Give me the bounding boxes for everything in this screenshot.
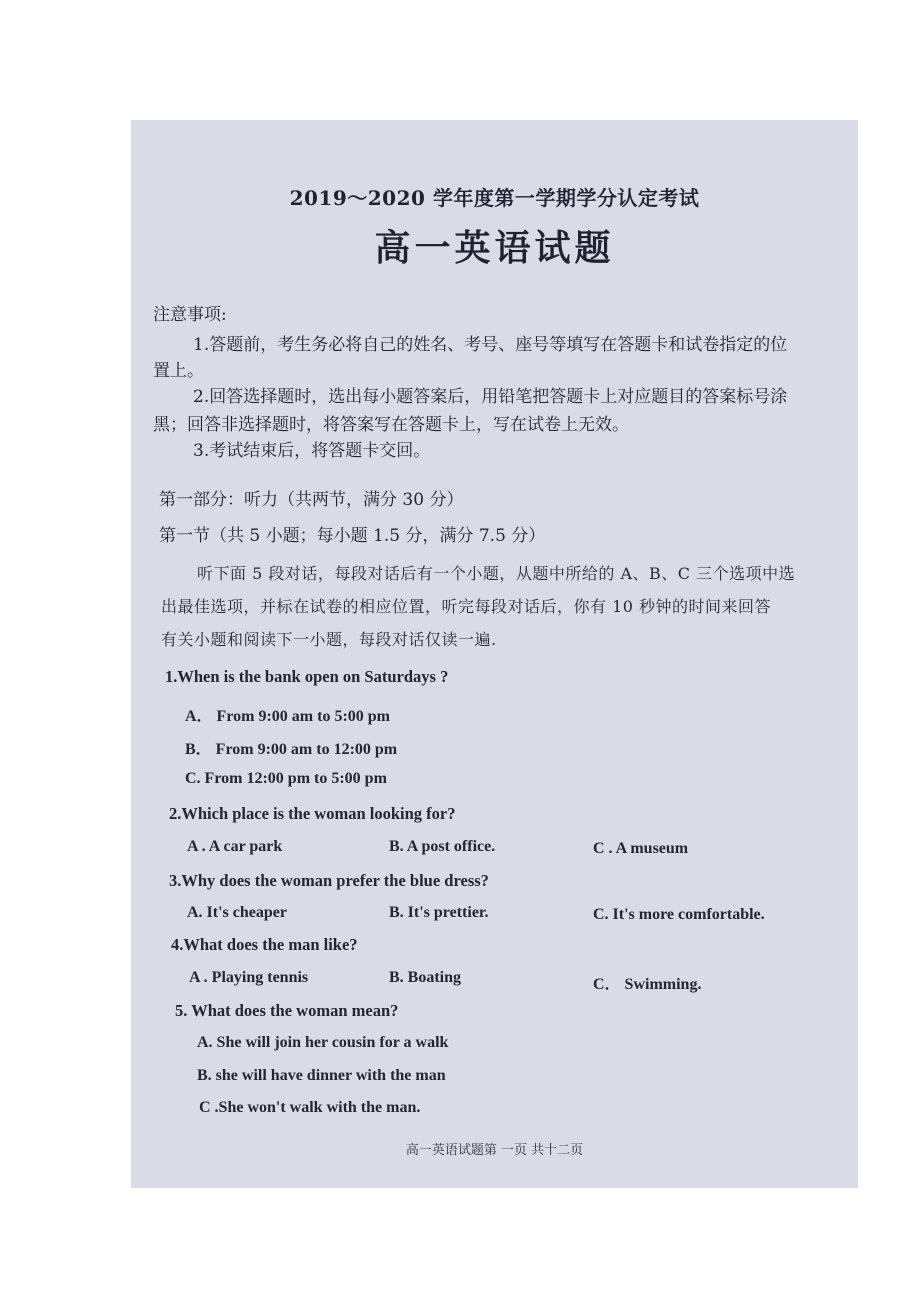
exam-header: 2019～2020 学年度第一学期学分认定考试 [289,186,700,210]
notice-heading: 注意事项: [153,305,227,325]
question-2-option-b: B. A post office. [389,838,496,855]
question-3-option-c: C. It's more comfortable. [593,906,765,923]
notice-item-2-line-2: 黑；回答非选择题时，将答案写在答题卡上，写在试卷上无效。 [153,415,629,435]
question-3-stem: 3.Why does the woman prefer the blue dress? [169,871,489,890]
question-5-option-a: A. She will join her cousin for a walk [197,1034,449,1051]
listening-instructions-line-1: 听下面 5 段对话，每段对话后有一个小题，从题中所给的 A、B、C 三个选项中选 [197,564,796,583]
notice-item-1-line-2: 置上。 [153,361,204,381]
question-4-stem: 4.What does the man like? [171,935,358,954]
listening-instructions-line-3: 有关小题和阅读下一小题，每段对话仅读一遍. [161,630,497,649]
question-1-option-a: A． From 9:00 am to 5:00 pm [185,708,391,725]
question-1-option-b: B． From 9:00 am to 12:00 pm [185,741,398,758]
question-3-option-a: A. It's cheaper [187,904,287,921]
notice-item-1-line-1: 1.答题前，考生务必将自己的姓名、考号、座号等填写在答题卡和试卷指定的位 [193,335,788,355]
notice-item-3: 3.考试结束后，将答题卡交回。 [193,441,431,461]
question-4-option-c: C． Swimming. [593,976,702,993]
question-3-option-b: B. It's prettier. [389,904,489,921]
question-2-stem: 2.Which place is the woman looking for? [169,804,456,823]
question-1-option-c: C. From 12:00 pm to 5:00 pm [185,770,387,787]
question-4-option-b: B. Boating [389,969,462,986]
exam-paper [131,120,858,1188]
notice-item-2-line-1: 2.回答选择题时，选出每小题答案后，用铅笔把答题卡上对应题目的答案标号涂 [193,387,788,407]
listening-instructions-line-2: 出最佳选项，并标在试卷的相应位置，听完每段对话后，你有 10 秒钟的时间来回答 [161,597,772,616]
question-4-option-a: A . Playing tennis [189,969,309,986]
question-5-option-b: B. she will have dinner with the man [197,1067,446,1084]
part1-heading: 第一部分：听力（共两节，满分 30 分） [159,490,464,510]
question-5-stem: 5. What does the woman mean? [175,1001,399,1020]
question-2-option-c: C . A museum [593,840,689,857]
question-2-option-a: A . A car park [187,838,283,855]
section1-heading: 第一节（共 5 小题；每小题 1.5 分，满分 7.5 分） [159,526,546,546]
exam-title: 高一英语试题 [374,227,615,269]
question-1-stem: 1.When is the bank open on Saturdays ? [165,667,449,686]
page-footer: 高一英语试题第 一页 共十二页 [405,1143,584,1158]
question-5-option-c: C .She won't walk with the man. [199,1099,421,1116]
